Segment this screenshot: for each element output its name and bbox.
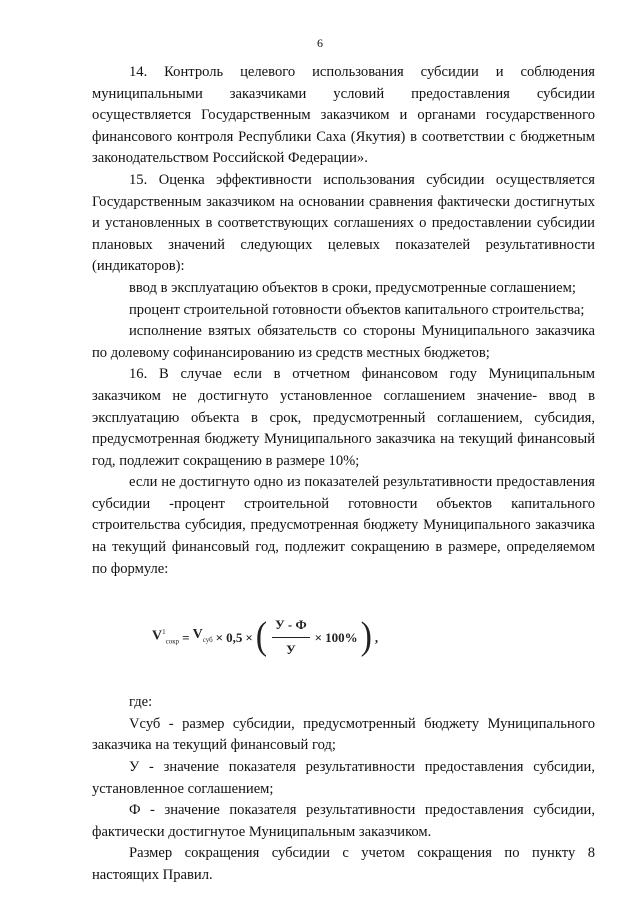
formula-lhs: $V^1_{сокр}$ [152, 627, 180, 646]
formula-times-1: × [215, 629, 224, 645]
formula-fraction [272, 614, 310, 660]
formula-times-3: × [314, 629, 323, 645]
formula-times-2: × [245, 629, 253, 645]
list-item-cofinancing: исполнение взятых обязательств со стороны Муниципального заказчика по долевому софинансированию из средств местных бюджетов; [92, 323, 595, 361]
paragraph-16-condition: если не достигнуто одно из показателей результативности предоставления субсидии -процент строительной готовности объектов капитального строительства субсидия, предусмотренная бюджету Муниципального заказчика на текущий финансовый год, подлежит сокращению в размере, определяемом по формуле: [92, 474, 595, 577]
formula-trailing-comma: , [374, 629, 379, 645]
formula-block [92, 580, 595, 692]
formula-coefficient: 0,5 [226, 629, 243, 645]
formula-close-paren: ) [360, 615, 372, 659]
definition-vsub: Vсуб - размер субсидии, предусмотренный бюджету Муниципального заказчика на текущий финансовый год; [92, 715, 595, 754]
document-body [92, 62, 595, 887]
where-label: где: [129, 694, 153, 711]
definition-f: Ф - значение показателя результативности предоставления субсидии, фактически достигнутое Муниципальным заказчиком. [92, 802, 595, 840]
list-item-commissioning: ввод в эксплуатацию объектов в сроки, предусмотренные соглашением; [129, 279, 576, 296]
reduction-note: Размер сокращения субсидии с учетом сокращения по пункту 8 настоящих Правил. [92, 845, 595, 883]
page-number: 6 [317, 36, 323, 50]
paragraph-14: 14. Контроль целевого использования субсидии и соблюдения муниципальными заказчиками условий предоставления субсидии осуществляется Государственным заказчиком и органами государственного финансового контроля Республики Саха (Якутия) в соответствии с бюджетным законодательством Российской Федерации». [92, 64, 595, 167]
formula-numerator: У - Ф [272, 614, 310, 638]
formula-percent: 100% [325, 629, 358, 645]
paragraph-16: 16. В случае если в отчетном финансовом году Муниципальным заказчиком не достигнуто установленное соглашением значение- ввод в эксплуатацию объекта в срок, предусмотренный соглашением, субсидия, предусмотренная бюджету Муниципального заказчика на текущий финансовый год, подлежит сокращению в размере 10%; [92, 366, 595, 469]
paragraph-15: 15. Оценка эффективности использования субсидии осуществляется Государственным заказчиком на основании сравнения фактически достигнутых и установленных в соответствующих соглашениях о предоставлении субсидии плановых значений следующих целевых показателей результативности (индикаторов): [92, 171, 595, 275]
definition-u: У - значение показателя результативности предоставления субсидии, установленное соглашением; [92, 759, 595, 797]
reduction-formula [152, 614, 378, 660]
formula-v-sub: $V_{суб}$ [192, 626, 213, 644]
formula-equals: = [182, 629, 190, 645]
list-item-construction-readiness: процент строительной готовности объектов капитального строительства; [129, 301, 585, 318]
formula-open-paren: ( [255, 615, 268, 659]
formula-denominator: У [286, 641, 296, 657]
